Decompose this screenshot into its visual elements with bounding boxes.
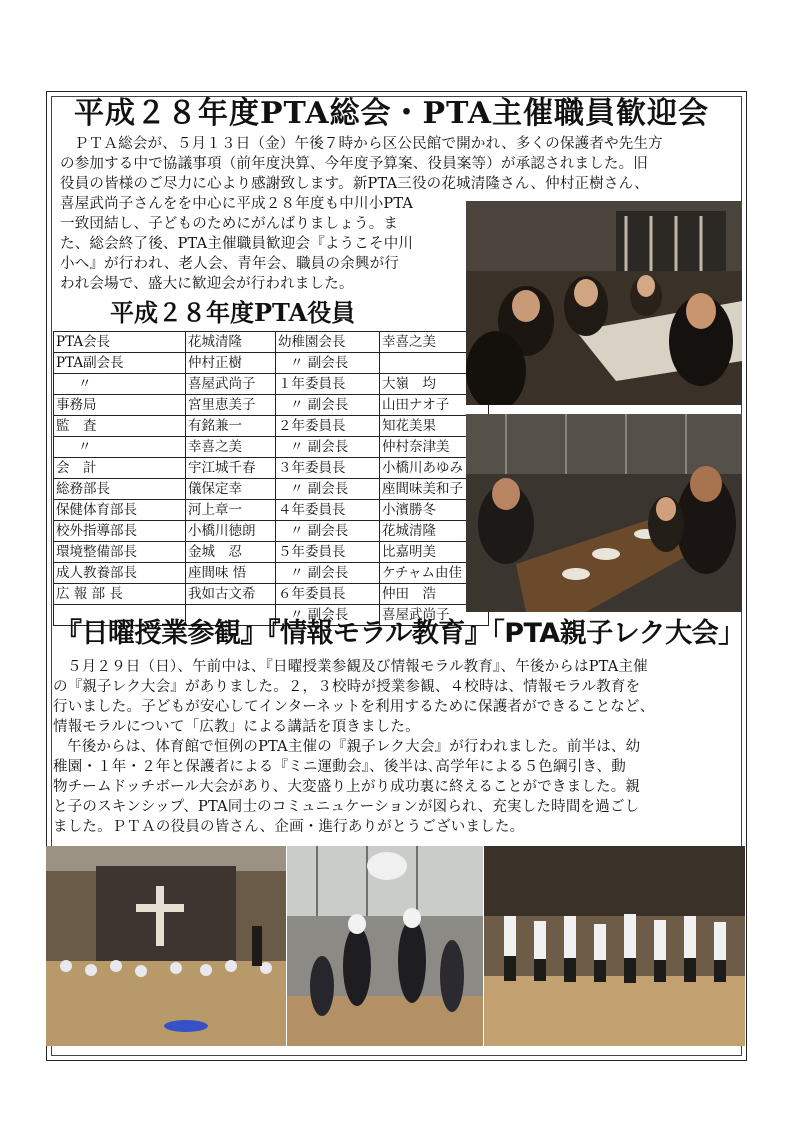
officer-role: PTA副会長 — [54, 353, 186, 374]
banquet-photo-1 — [466, 201, 742, 405]
officer-name: 花城清隆 — [380, 521, 489, 542]
officer-name: 幸喜之美 — [380, 332, 489, 353]
officer-name: 我如古文希 — [186, 584, 276, 605]
intro-line: 小へ』が行われ、老人会、青年会、職員の余興が行 — [60, 256, 399, 272]
officer-name: 宮里恵美子 — [186, 395, 276, 416]
event-line: 午後からは、体育館で恒例のPTA主催の『親子レク大会』が行われました。前半は、幼 — [67, 739, 641, 755]
officer-role: 総務部長 — [54, 479, 186, 500]
officer-role: 幼稚園会長 — [276, 332, 380, 353]
event-line: ました。ＰＴＡの役員の皆さん、企画・進行ありがとうございました。 — [53, 819, 525, 835]
officer-row — [54, 479, 489, 500]
officer-role: １年委員長 — [276, 374, 380, 395]
intro-line: 一致団結し、子どものためにがんばりましょう。ま — [60, 216, 399, 232]
officer-role: 事務局 — [54, 395, 186, 416]
officer-row — [54, 374, 489, 395]
officer-name: 花城清隆 — [186, 332, 276, 353]
intro-line: 喜屋武尚子さんをを中心に平成２８年度も中川小PTA — [60, 196, 414, 212]
officer-name: 比嘉明美 — [380, 542, 489, 563]
officer-row — [54, 458, 489, 479]
officer-name: 有銘兼一 — [186, 416, 276, 437]
officer-name: 喜屋武尚子 — [186, 374, 276, 395]
officer-role: 広 報 部 長 — [54, 584, 186, 605]
officer-name: 仲村正樹 — [186, 353, 276, 374]
officer-row — [54, 332, 489, 353]
officer-role: 〃 副会長 — [276, 479, 380, 500]
officer-role: 〃 副会長 — [276, 521, 380, 542]
officer-name: 小濱勝冬 — [380, 500, 489, 521]
event-line: 稚園・１年・２年と保護者による『ミニ運動会』、後半は､高学年による５色綱引き、動 — [53, 759, 626, 775]
officer-role: 〃 — [54, 437, 186, 458]
intro-line: た、総会終了後、PTA主催職員歓迎会『ようこそ中川 — [60, 236, 414, 252]
gym-group-photo — [484, 846, 745, 1046]
banquet-photo-2 — [466, 414, 742, 612]
officer-row — [54, 584, 489, 605]
officer-row — [54, 521, 489, 542]
officer-name: 大嶺 均 — [380, 374, 489, 395]
event-line: 行いました。子どもが安心してインターネットを利用するために保護者ができることなど、 — [53, 699, 655, 715]
officer-row — [54, 500, 489, 521]
officer-name: 小橋川徳朗 — [186, 521, 276, 542]
officer-role: 会 計 — [54, 458, 186, 479]
officer-name: 仲田 浩 — [380, 584, 489, 605]
officer-name: 仲村奈津美 — [380, 437, 489, 458]
officers-table — [53, 331, 489, 626]
gym-game-photo — [287, 846, 483, 1046]
officer-name: 宇江城千春 — [186, 458, 276, 479]
event-line: ５月２９日（日）、午前中は、『日曜授業参観及び情報モラル教育』、午後からはPTA主催 — [67, 659, 648, 675]
event-line: 物チームドッチボール大会があり、大変盛り上がり成功裏に終えることができました。親 — [53, 779, 641, 795]
officer-role: 〃 副会長 — [276, 563, 380, 584]
event-title: 『日曜授業参観』『情報モラル教育』「PTA親子レク大会」 — [55, 618, 745, 649]
officer-role: 〃 副会長 — [276, 353, 380, 374]
officer-role: ５年委員長 — [276, 542, 380, 563]
officer-name: 儀保定幸 — [186, 479, 276, 500]
event-line: の『親子レク大会』がありました。２，３校時が授業参観、４校時は、情報モラル教育を — [53, 679, 641, 695]
officer-name: 座間味美和子 — [380, 479, 489, 500]
main-title: 平成２８年度PTA総会・PTA主催職員歓迎会 — [74, 96, 710, 131]
officer-role: 成人教養部長 — [54, 563, 186, 584]
officer-role: 〃 副会長 — [276, 437, 380, 458]
officer-name: 知花美果 — [380, 416, 489, 437]
officer-role: ２年委員長 — [276, 416, 380, 437]
officer-role: 〃 副会長 — [276, 395, 380, 416]
intro-line: の参加する中で協議事項（前年度決算、今年度予算案、役員案等）が承認されました。旧 — [60, 156, 648, 172]
officer-row — [54, 395, 489, 416]
officer-role: ４年委員長 — [276, 500, 380, 521]
intro-line: 役員の皆様のご尽力に心より感謝致します。新PTA三役の花城清隆さん、仲村正樹さん、 — [60, 176, 649, 192]
officer-name: 河上章一 — [186, 500, 276, 521]
officer-name: 山田ナオ子 — [380, 395, 489, 416]
event-paragraph — [53, 657, 654, 837]
officers-title: 平成２８年度PTA役員 — [110, 298, 356, 327]
officer-role: ６年委員長 — [276, 584, 380, 605]
officer-role: 〃 副会長 — [276, 605, 380, 626]
officer-name: 座間味 悟 — [186, 563, 276, 584]
officer-name: 小橋川あゆみ — [380, 458, 489, 479]
officer-role: 監 査 — [54, 416, 186, 437]
officer-row — [54, 416, 489, 437]
officer-role: PTA会長 — [54, 332, 186, 353]
officer-row — [54, 563, 489, 584]
event-line: 情報モラルについて「広教」による講話を頂きました。 — [53, 719, 420, 735]
officer-name: 金城 忍 — [186, 542, 276, 563]
officer-row — [54, 542, 489, 563]
gym-stage-photo — [46, 846, 286, 1046]
officer-row — [54, 353, 489, 374]
officer-role: 〃 — [54, 374, 186, 395]
officer-name: 喜屋武尚子 — [380, 605, 489, 626]
officer-role: 環境整備部長 — [54, 542, 186, 563]
officer-name: ケチャム由佳 — [380, 563, 489, 584]
officer-role: 保健体育部長 — [54, 500, 186, 521]
officer-role: 校外指導部長 — [54, 521, 186, 542]
officer-row — [54, 437, 489, 458]
event-line: と子のスキンシップ、PTA同士のコミュニュケーションが図られ、充実した時間を過ごし — [53, 799, 640, 815]
officer-role: ３年委員長 — [276, 458, 380, 479]
officer-name: 幸喜之美 — [186, 437, 276, 458]
intro-line: ＰＴＡ総会が、５月１３日（金）午後７時から区公民館で開かれ、多くの保護者や先生方 — [74, 136, 663, 152]
intro-line: われ会場で、盛大に歓迎会が行われました。 — [60, 276, 354, 292]
